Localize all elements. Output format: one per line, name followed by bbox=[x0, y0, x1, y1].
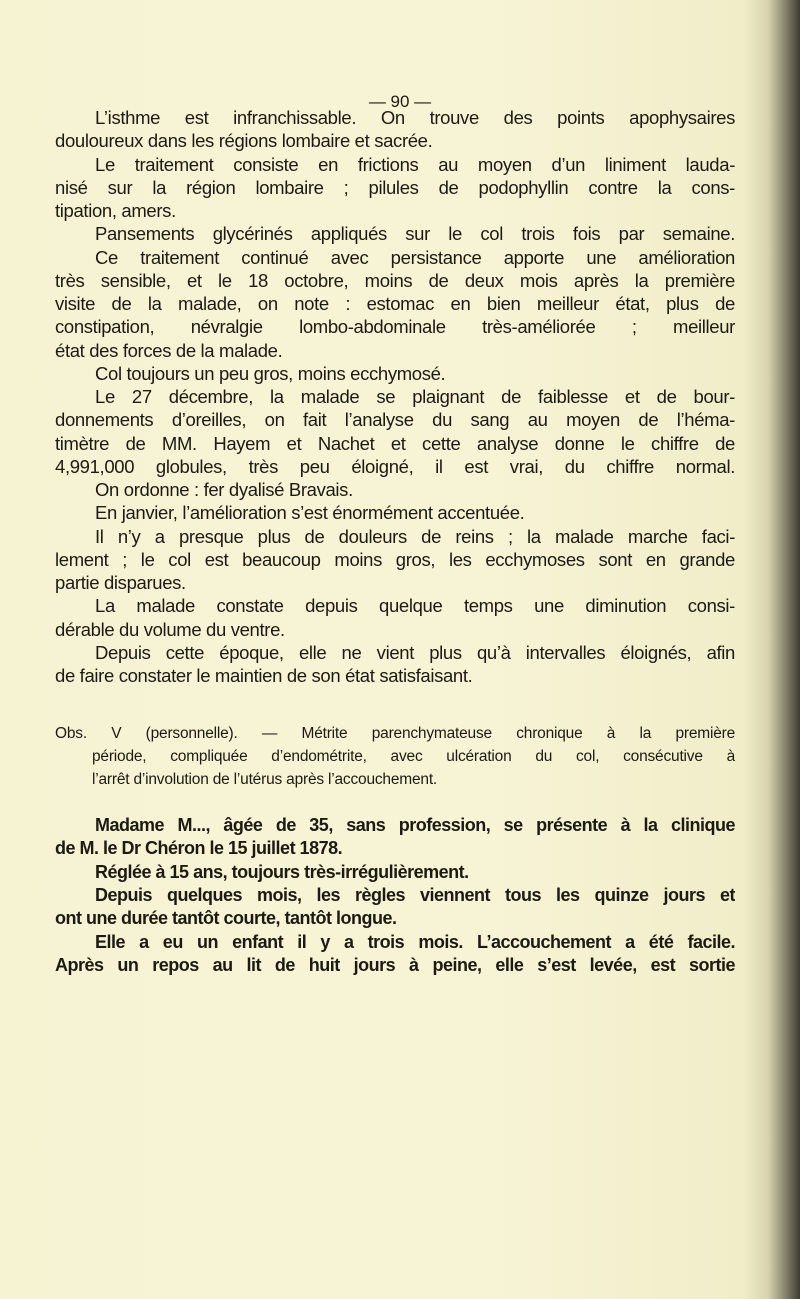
text-line: Il n’y a presque plus de douleurs de reins ; la malade marche faci- bbox=[95, 525, 735, 547]
text-line: On ordonne : fer dyalisé Bravais. bbox=[95, 479, 353, 500]
observation-heading-line: Obs. V (personnelle). — Métrite parenchymateuse chronique à la première bbox=[55, 725, 735, 742]
text-line: tipation, amers. bbox=[55, 200, 176, 221]
text-line: La malade constate depuis quelque temps une diminution consi- bbox=[95, 595, 735, 617]
text-line: Réglée à 15 ans, toujours très-irrégulièrement. bbox=[95, 861, 469, 882]
text-line: état des forces de la malade. bbox=[55, 339, 283, 361]
page-number: — 90 — bbox=[368, 92, 432, 111]
text-line: Après un repos au lit de huit jours à peine, elle s’est levée, est sortie bbox=[55, 954, 735, 975]
text-line: Depuis cette époque, elle ne vient plus qu’à intervalles éloignés, afin bbox=[95, 641, 735, 663]
text-line: lement ; le col est beaucoup moins gros, les ecchymoses sont en grande bbox=[55, 548, 735, 570]
text-line: Elle a eu un enfant il y a trois mois. L’accouchement a été facile. bbox=[95, 931, 735, 952]
text-line: Le 27 décembre, la malade se plaignant de faiblesse et de bour- bbox=[95, 386, 735, 407]
text-line: donnements d’oreilles, on fait l’analyse du sang au moyen de l’héma- bbox=[55, 409, 735, 431]
text-line: Col toujours un peu gros, moins ecchymosé. bbox=[95, 362, 446, 384]
text-line: très sensible, et le 18 octobre, moins de deux mois après la première bbox=[55, 269, 735, 291]
text-line: timètre de MM. Hayem et Nachet et cette analyse donne le chiffre de bbox=[55, 432, 735, 454]
text-line: Madame M..., âgée de 35, sans profession, se présente à la clinique bbox=[95, 815, 735, 835]
text-line: de faire constater le maintien de son état satisfaisant. bbox=[55, 665, 473, 686]
text-line: partie disparues. bbox=[55, 572, 186, 593]
text-line: Le traitement consiste en frictions au moyen d’un liniment lauda- bbox=[95, 153, 735, 175]
text-line: ont une durée tantôt courte, tantôt longue. bbox=[55, 908, 397, 929]
text-line: Pansements glycérinés appliqués sur le col trois fois par semaine. bbox=[95, 223, 735, 245]
text-line: L’isthme est infranchissable. On trouve des points apophysaires bbox=[95, 107, 735, 128]
text-line: Ce traitement continué avec persistance apporte une amélioration bbox=[95, 246, 735, 268]
text-line: Depuis quelques mois, les règles viennent tous les quinze jours et bbox=[95, 884, 735, 905]
text-line: dérable du volume du ventre. bbox=[55, 618, 285, 640]
text-line: nisé sur la région lombaire ; pilules de podophyllin contre la cons- bbox=[55, 176, 735, 198]
observation-heading-line: période, compliquée d’endométrite, avec ulcération du col, consécutive à bbox=[92, 748, 735, 765]
text-line: 4,991,000 globules, très peu éloigné, il est vrai, du chiffre normal. bbox=[55, 455, 735, 477]
text-line: En janvier, l’amélioration s’est énormément accentuée. bbox=[95, 502, 525, 524]
text-line: visite de la malade, on note : estomac en bien meilleur état, plus de bbox=[55, 293, 735, 314]
text-line: douloureux dans les régions lombaire et sacrée. bbox=[55, 130, 433, 152]
text-line: constipation, névralgie lombo-abdominale très-améliorée ; meilleur bbox=[55, 316, 735, 338]
text-line: de M. le Dr Chéron le 15 juillet 1878. bbox=[55, 838, 343, 859]
observation-heading-line: l’arrêt d’involution de l’utérus après l’accouchement. bbox=[92, 771, 438, 788]
